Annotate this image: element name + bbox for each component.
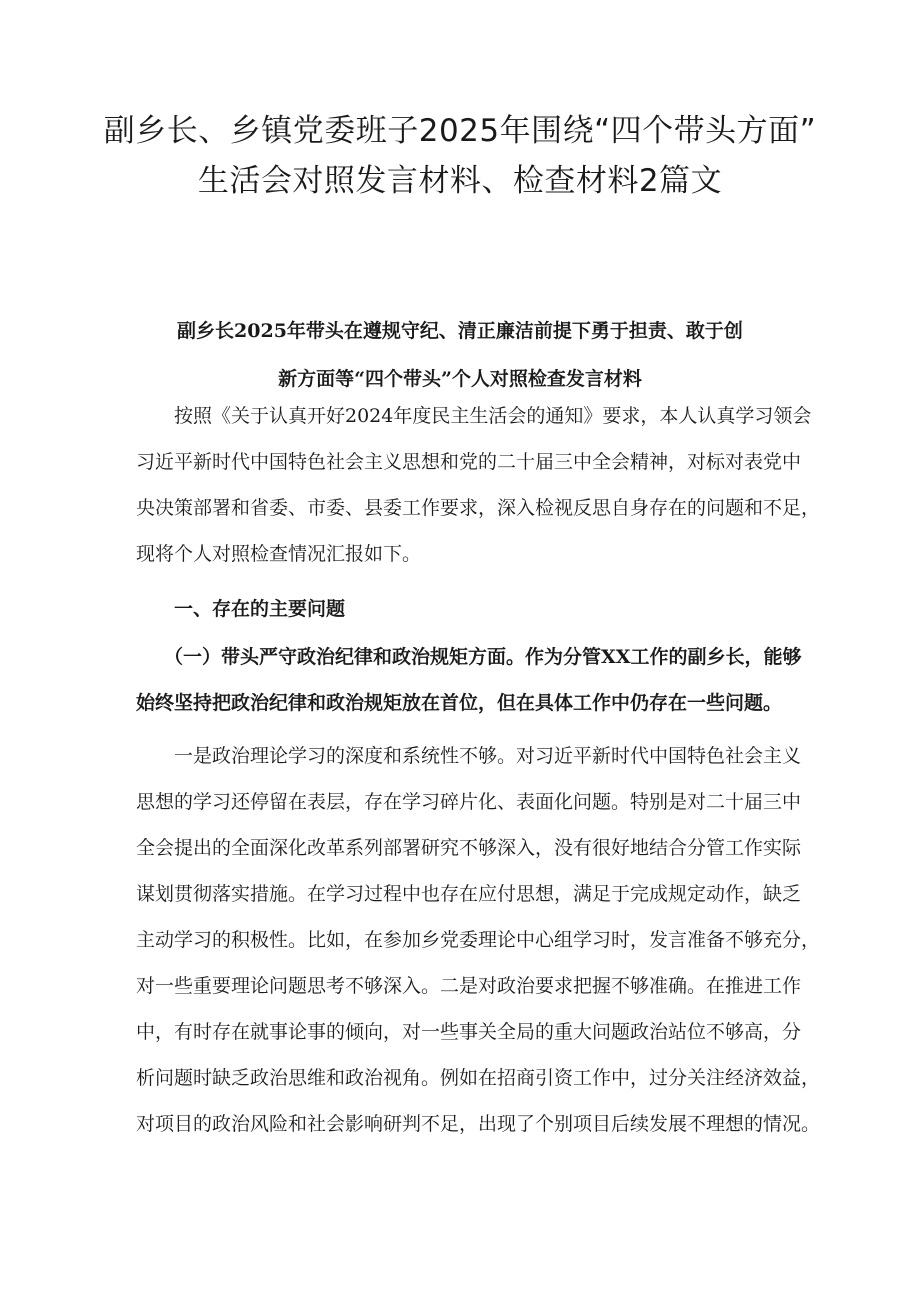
paragraph-line: 一是政治理论学习的深度和系统性不够。对习近平新时代中国特色社会主义 <box>174 745 802 767</box>
section-heading <box>136 586 786 632</box>
paragraph-line: 中，有时存在就事论事的倾向，对一些事关全局的重大问题政治站位不够高，分 <box>136 1021 802 1043</box>
section-subtitle <box>140 307 780 403</box>
paragraph-line: （一）带头严守政治纪律和政治规矩方面。作为分管XX工作的副乡长，能够 <box>164 646 802 668</box>
heading-line: 一、存在的主要问题 <box>174 598 346 620</box>
paragraph-line: 对一些重要理论问题思考不够深入。二是对政治要求把握不够准确。在推进工作 <box>136 975 802 997</box>
item-one-paragraph <box>136 634 802 726</box>
paragraph-line: 习近平新时代中国特色社会主义思想和党的二十届三中全会精神，对标对表党中 <box>136 451 802 473</box>
paragraph-line: 央决策部署和省委、市委、县委工作要求，深入检视反思自身存在的问题和不足， <box>136 497 821 519</box>
paragraph-line: 现将个人对照检查情况汇报如下。 <box>136 543 422 565</box>
document-title <box>100 106 820 206</box>
paragraph-line: 全会提出的全面深化改革系列部署研究不够深入，没有很好地结合分管工作实际 <box>136 837 802 859</box>
body-paragraph <box>136 733 821 1147</box>
paragraph-line: 谋划贯彻落实措施。在学习过程中也存在应付思想，满足于完成规定动作，缺乏 <box>136 883 802 905</box>
paragraph-line: 析问题时缺乏政治思维和政治视角。例如在招商引资工作中，过分关注经济效益， <box>136 1067 821 1089</box>
paragraph-line: 对项目的政治风险和社会影响研判不足，出现了个别项目后续发展不理想的情况。 <box>136 1113 821 1135</box>
intro-paragraph <box>136 393 821 577</box>
paragraph-line: 主动学习的积极性。比如，在参加乡党委理论中心组学习时，发言准备不够充分， <box>136 929 821 951</box>
paragraph-line: 按照《关于认真开好2024年度民主生活会的通知》要求，本人认真学习领会 <box>174 405 812 427</box>
paragraph-line: 始终坚持把政治纪律和政治规矩放在首位，但在具体工作中仍存在一些问题。 <box>136 692 783 714</box>
paragraph-line: 思想的学习还停留在表层，存在学习碎片化、表面化问题。特别是对二十届三中 <box>136 791 802 813</box>
title-line: 副乡长、乡镇党委班子2025年围绕“四个带头方面” <box>103 113 817 149</box>
subtitle-line: 新方面等“四个带头”个人对照检查发言材料 <box>278 368 642 390</box>
title-line: 生活会对照发言材料、检查材料2篇文 <box>197 163 723 199</box>
subtitle-line: 副乡长2025年带头在遵规守纪、清正廉洁前提下勇于担责、敢于创 <box>177 320 743 342</box>
